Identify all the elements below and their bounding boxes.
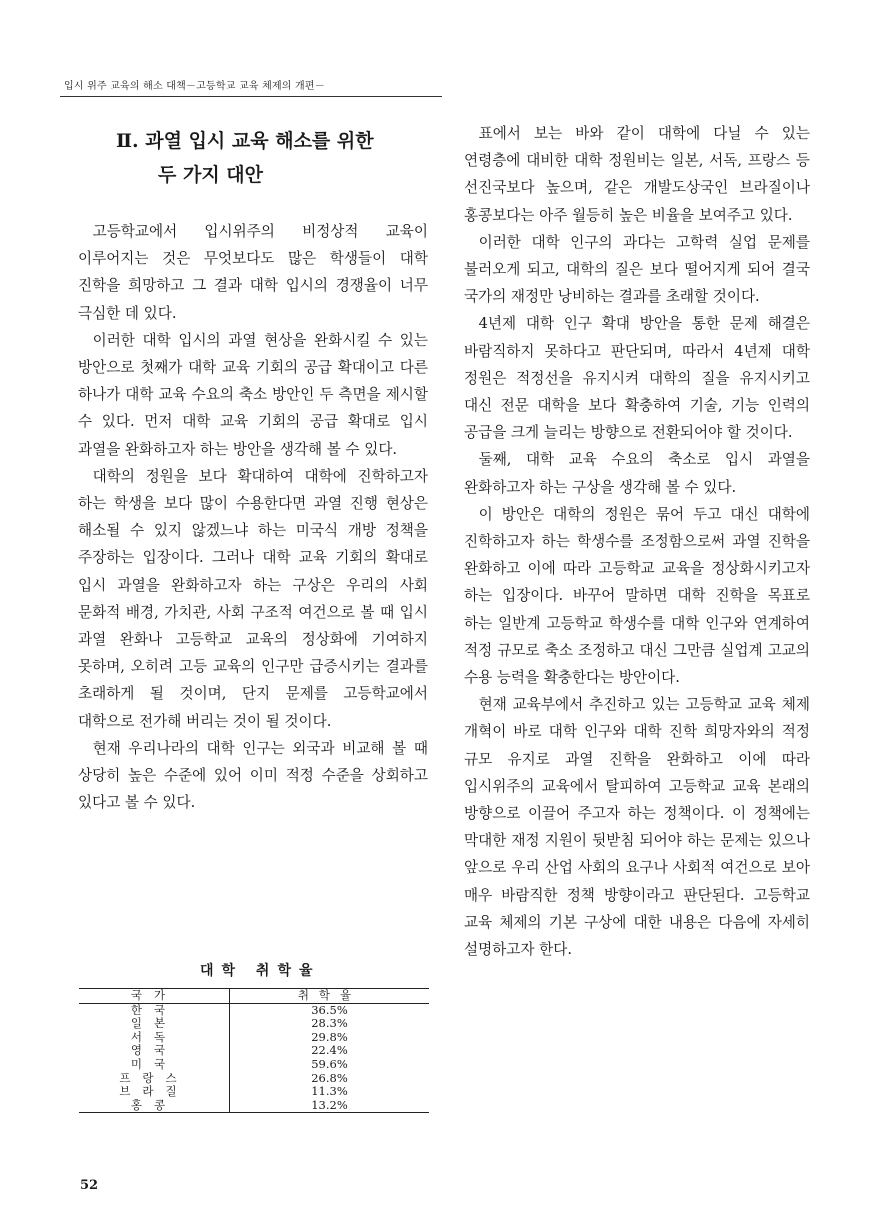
rate-cell: 26.8% bbox=[311, 1070, 348, 1085]
right-paragraph: 이 방안은 대학의 정원은 묶어 두고 대신 대학에 진학하고자 하는 학생수를 조정함으로써 과열 진학을 완화하고 이에 따라 고등학교 교육을 정상화시키고자 하는 입장이다. 바꾸어 말하면 대학 진학을 목표로 하는 일반계 고등학교 학생수를 대학 인구와 연계하여 적정 규모로 축소 조정하고 대신 그만큼 실업계 고교의 수용 능력을 확충한다는 방안이다. bbox=[464, 505, 810, 687]
right-column bbox=[464, 120, 810, 963]
left-paragraph: 현재 우리나라의 대학 인구는 외국과 비교해 볼 때 상당히 높은 수준에 있어 이미 적정 수준을 상회하고 있다고 볼 수 있다. bbox=[78, 739, 428, 812]
table-row bbox=[79, 1099, 429, 1113]
rate-cell: 11.3% bbox=[311, 1084, 348, 1099]
rate-cell: 36.5% bbox=[311, 1002, 348, 1017]
rate-cell: 59.6% bbox=[311, 1056, 348, 1071]
country-cell: 프랑스 bbox=[79, 1072, 230, 1086]
rate-cell: 13.2% bbox=[230, 1099, 430, 1113]
table-row bbox=[79, 1058, 429, 1072]
enrollment-table bbox=[79, 988, 429, 1113]
left-paragraph: 이러한 대학 입시의 과열 현상을 완화시킬 수 있는 방안으로 첫째가 대학 교육 기회의 공급 확대이고 다른 하나가 대학 교육 수요의 축소 방안인 두 측면을 제시할 수 있다. 먼저 대학 교육 기회의 공급 확대로 입시 과열을 완화하고자 하는 방안을 생각해 볼 수 있다. bbox=[78, 331, 428, 458]
country-cell: 한국 bbox=[79, 1003, 230, 1017]
table-row bbox=[79, 1044, 429, 1058]
left-paragraph: 고등학교에서 입시위주의 비정상적 교육이 이루어지는 것은 무엇보다도 많은 학생들이 대학 진학을 희망하고 그 결과 대학 입시의 경쟁율이 너무 극심한 데 있다. bbox=[78, 223, 428, 322]
rate-cell: 28.3% bbox=[311, 1016, 348, 1031]
country-cell: 일본 bbox=[79, 1017, 230, 1031]
right-paragraph: 둘째, 대학 교육 수요의 축소로 입시 과열을 완화하고자 하는 구상을 생각해 볼 수 있다. bbox=[464, 451, 810, 496]
rate-cell: 22.4% bbox=[311, 1043, 348, 1058]
table-title: 대학 취학율 bbox=[200, 963, 321, 979]
table-row bbox=[79, 1003, 429, 1017]
rate-cell: 29.8% bbox=[311, 1029, 348, 1044]
section-title-line2: 두 가지 대안 bbox=[158, 164, 263, 186]
title-gap bbox=[78, 192, 428, 218]
table-row bbox=[79, 1031, 429, 1045]
country-cell: 영국 bbox=[79, 1044, 230, 1058]
right-paragraph: 현재 교육부에서 추진하고 있는 고등학교 교육 체제 개혁이 바로 대학 인구와 대학 진학 희망자와의 적정 규모 유지로 과열 진학을 완화하고 이에 따라 입시위주의 교육에서 탈피하여 고등학교 교육 본래의 방향으로 이끌어 주고자 하는 정책이다. 이 정책에는 막대한 재정 지원이 뒷받침 되어야 하는 문제는 있으나 앞으로 우리 산업 사회의 요구나 사회적 여건으로 보아 매우 바람직한 정책 방향이라고 판단된다. 고등학교 교육 체제의 기본 구상에 대한 내용은 다음에 자세히 설명하고자 한다. bbox=[464, 696, 810, 959]
right-paragraph: 표에서 보는 바와 같이 대학에 다닐 수 있는 연령층에 대비한 대학 정원비는 일본, 서독, 프랑스 등 선진국보다 높으며, 같은 개발도상국인 브라질이나 홍콩보다는 아주 월등히 높은 비율을 보여주고 있다. bbox=[464, 125, 810, 224]
section-title bbox=[78, 124, 428, 192]
country-cell: 브라질 bbox=[79, 1085, 230, 1099]
section-title-line1: Ⅱ. 과열 입시 교육 해소를 위한 bbox=[116, 130, 374, 152]
country-column-header: 국가 bbox=[79, 989, 230, 1004]
running-header: 입시 위주 교육의 해소 대책－고등학교 교육 체제의 개편－ bbox=[64, 81, 325, 92]
table-row bbox=[79, 1017, 429, 1031]
rate-column-header: 취학율 bbox=[230, 989, 430, 1004]
right-paragraph: 이러한 대학 인구의 과다는 고학력 실업 문제를 불러오게 되고, 대학의 질은 보다 떨어지게 되어 결국 국가의 재정만 낭비하는 결과를 초래할 것이다. bbox=[464, 233, 810, 306]
country-cell: 미국 bbox=[79, 1058, 230, 1072]
header-rule bbox=[60, 96, 442, 97]
country-cell: 서독 bbox=[79, 1031, 230, 1045]
table-row bbox=[79, 1085, 429, 1099]
table-row bbox=[79, 1072, 429, 1086]
right-paragraph: 4년제 대학 인구 확대 방안을 통한 문제 해결은 바람직하지 못하다고 판단되며, 따라서 4년제 대학 정원은 적정선을 유지시켜 대학의 질을 유지시키고 대신 전문 대학을 보다 확충하여 기술, 기능 인력의 공급을 크게 늘리는 방향으로 전환되어야 할 것이다. bbox=[464, 315, 810, 442]
page-number: 52 bbox=[80, 1178, 99, 1193]
left-paragraph: 대학의 정원을 보다 확대하여 대학에 진학하고자 하는 학생을 보다 많이 수용한다면 과열 진행 현상은 해소될 수 있지 않겠느냐 하는 미국식 개방 정책을 주장하는 입장이다. 그러나 대학 교육 기회의 확대로 입시 과열을 완화하고자 하는 구상은 우리의 사회 문화적 배경, 가치관, 사회 구조적 여건으로 볼 때 입시 과열 완화나 고등학교 교육의 정상화에 기여하지 못하며, 오히려 고등 교육의 인구만 급증시키는 결과를 초래하게 될 것이며, 단지 문제를 고등학교에서 대학으로 전가해 버리는 것이 될 것이다. bbox=[78, 467, 428, 730]
left-column bbox=[78, 120, 428, 816]
country-cell: 홍콩 bbox=[79, 1099, 230, 1113]
table-header-row bbox=[79, 989, 429, 1004]
